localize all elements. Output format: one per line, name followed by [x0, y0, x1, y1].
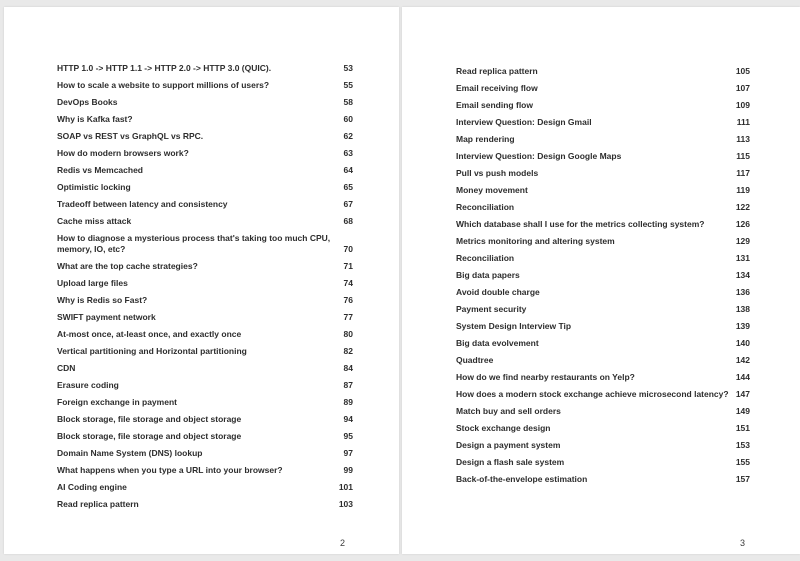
- toc-entry[interactable]: [57, 278, 353, 289]
- toc-entry[interactable]: [456, 83, 750, 94]
- toc-entry[interactable]: [57, 97, 353, 108]
- toc-entry[interactable]: [456, 389, 750, 400]
- toc-entry-page-number: 63: [343, 148, 353, 158]
- page-footer-number: 3: [739, 538, 745, 548]
- toc-entry-title: HTTP 1.0 -> HTTP 1.1 -> HTTP 2.0 -> HTTP 3.0 (QUIC).: [57, 63, 272, 73]
- toc-entry-page-number: 151: [735, 423, 750, 433]
- toc-entry[interactable]: [57, 63, 353, 74]
- toc-entry[interactable]: [456, 219, 750, 230]
- toc-entry[interactable]: [456, 253, 750, 264]
- toc-entry-page-number: 99: [343, 465, 353, 475]
- toc-entry-page-number: 144: [735, 372, 750, 382]
- toc-entry-page-number: 109: [735, 100, 750, 110]
- toc-entry-page-number: 122: [735, 202, 750, 212]
- toc-entry-title: Match buy and sell orders: [456, 406, 561, 416]
- toc-entry[interactable]: [57, 380, 353, 391]
- toc-entry-page-number: 87: [343, 380, 353, 390]
- toc-entry[interactable]: [456, 202, 750, 213]
- toc-entry[interactable]: [57, 295, 353, 306]
- toc-entry-page-number: 119: [736, 185, 750, 195]
- toc-entry-title: Design a flash sale system: [456, 457, 565, 467]
- toc-entry-title: Money movement: [456, 185, 528, 195]
- toc-entry-page-number: 149: [735, 406, 750, 416]
- toc-entry-page-number: 67: [343, 199, 353, 209]
- toc-entry-page-number: 134: [735, 270, 750, 280]
- toc-entry-page-number: 70: [343, 244, 353, 254]
- toc-entry-title: Cache miss attack: [57, 216, 132, 226]
- toc-entry-page-number: 71: [343, 261, 353, 271]
- toc-entry-title: Big data papers: [456, 270, 520, 280]
- toc-entry-title: Block storage, file storage and object storage: [57, 431, 242, 441]
- toc-entry[interactable]: [456, 168, 750, 179]
- toc-entry-title: Email sending flow: [456, 100, 533, 110]
- toc-entry-title: Map rendering: [456, 134, 515, 144]
- toc-entry[interactable]: [57, 482, 353, 493]
- toc-entry-page-number: 95: [343, 431, 353, 441]
- toc-entry[interactable]: [456, 270, 750, 281]
- toc-entry-title: Vertical partitioning and Horizontal partitioning: [57, 346, 247, 356]
- toc-entry-title: Foreign exchange in payment: [57, 397, 177, 407]
- toc-entry-title: Avoid double charge: [456, 287, 540, 297]
- toc-entry-title: Redis vs Memcached: [57, 165, 143, 175]
- toc-entry-page-number: 62: [343, 131, 353, 141]
- toc-entry-title: Read replica pattern: [456, 66, 538, 76]
- toc-entry[interactable]: [57, 499, 353, 510]
- toc-entry[interactable]: [57, 414, 353, 425]
- toc-entry-page-number: 94: [343, 414, 353, 424]
- toc-entry[interactable]: [57, 346, 353, 357]
- toc-entry[interactable]: [456, 457, 750, 468]
- toc-entry-title: Back-of-the-envelope estimation: [456, 474, 588, 484]
- toc-entry-title: What are the top cache strategies?: [57, 261, 198, 271]
- toc-entry-page-number: 60: [343, 114, 353, 124]
- toc-entry-page-number: 77: [343, 312, 353, 322]
- toc-entry[interactable]: [456, 406, 750, 417]
- toc-entry-page-number: 155: [735, 457, 750, 467]
- toc-entry-page-number: 153: [735, 440, 750, 450]
- toc-entry[interactable]: [456, 100, 750, 111]
- toc-entry-title: Erasure coding: [57, 380, 119, 390]
- toc-entry-title: How do modern browsers work?: [57, 148, 189, 158]
- toc-entry[interactable]: [57, 465, 353, 476]
- toc-entry-page-number: 58: [343, 97, 353, 107]
- toc-entry[interactable]: [456, 440, 750, 451]
- toc-entry[interactable]: [456, 355, 750, 366]
- toc-entry-title: Read replica pattern: [57, 499, 139, 509]
- toc-entry-page-number: 139: [735, 321, 750, 331]
- toc-entry-page-number: 113: [736, 134, 750, 144]
- toc-entry-title: Quadtree: [456, 355, 494, 365]
- toc-entry-page-number: 105: [735, 66, 750, 76]
- toc-entry-page-number: 138: [735, 304, 750, 314]
- toc-entry-page-number: 142: [735, 355, 750, 365]
- toc-entry-title: Tradeoff between latency and consistency: [57, 199, 228, 209]
- toc-entry[interactable]: [57, 131, 353, 142]
- toc-entry-title: Email receiving flow: [456, 83, 538, 93]
- toc-entry-title: Big data evolvement: [456, 338, 539, 348]
- toc-entry-page-number: 115: [736, 151, 750, 161]
- toc-list: [456, 66, 750, 485]
- toc-entry-title: Metrics monitoring and altering system: [456, 236, 615, 246]
- toc-entry-page-number: 111: [736, 117, 750, 127]
- toc-entry[interactable]: [456, 117, 750, 128]
- toc-entry-page-number: 140: [735, 338, 750, 348]
- toc-entry-page-number: 53: [343, 63, 353, 73]
- toc-entry-page-number: 74: [343, 278, 353, 288]
- toc-entry-page-number: 97: [343, 448, 353, 458]
- toc-entry-page-number: 65: [343, 182, 353, 192]
- toc-entry[interactable]: [57, 114, 353, 125]
- toc-entry[interactable]: [57, 329, 353, 340]
- toc-entry[interactable]: [57, 199, 353, 210]
- toc-entry-page-number: 126: [735, 219, 750, 229]
- toc-entry-page-number: 136: [735, 287, 750, 297]
- toc-entry-page-number: 82: [343, 346, 353, 356]
- toc-entry[interactable]: [57, 397, 353, 408]
- toc-list: [57, 63, 353, 510]
- toc-entry-title: Interview Question: Design Gmail: [456, 117, 592, 127]
- toc-entry[interactable]: [57, 216, 353, 227]
- toc-entry[interactable]: [57, 182, 353, 193]
- toc-entry-title: What happens when you type a URL into your browser?: [57, 465, 283, 475]
- toc-entry[interactable]: [57, 363, 353, 374]
- toc-entry[interactable]: [456, 372, 750, 383]
- toc-entry-title: Why is Redis so Fast?: [57, 295, 148, 305]
- toc-entry[interactable]: [456, 134, 750, 145]
- toc-entry-title: System Design Interview Tip: [456, 321, 572, 331]
- toc-entry-title: Why is Kafka fast?: [57, 114, 133, 124]
- toc-entry[interactable]: [456, 287, 750, 298]
- toc-entry-title: Reconciliation: [456, 253, 515, 263]
- toc-entry-title: AI Coding engine: [57, 482, 127, 492]
- toc-entry-page-number: 89: [343, 397, 353, 407]
- toc-entry[interactable]: [57, 261, 353, 272]
- toc-entry-title: Optimistic locking: [57, 182, 131, 192]
- toc-entry[interactable]: [456, 338, 750, 349]
- toc-entry-title: Reconciliation: [456, 202, 515, 212]
- toc-entry-page-number: 117: [736, 168, 750, 178]
- toc-entry-title: Domain Name System (DNS) lookup: [57, 448, 203, 458]
- toc-entry-title: How to diagnose a mysterious process that's taking too much CPU, memory, IO, etc?: [57, 233, 331, 254]
- toc-entry-page-number: 101: [338, 482, 353, 492]
- toc-entry-title: Pull vs push models: [456, 168, 539, 178]
- toc-entry-page-number: 129: [735, 236, 750, 246]
- toc-entry[interactable]: [57, 312, 353, 323]
- toc-entry-title: Upload large files: [57, 278, 128, 288]
- toc-entry[interactable]: [456, 185, 750, 196]
- toc-entry-title: Stock exchange design: [456, 423, 551, 433]
- toc-entry[interactable]: [456, 66, 750, 77]
- toc-entry-page-number: 157: [735, 474, 750, 484]
- toc-entry-page-number: 84: [343, 363, 353, 373]
- toc-entry-page-number: 147: [735, 389, 750, 399]
- toc-entry[interactable]: [57, 448, 353, 459]
- toc-entry-title: Interview Question: Design Google Maps: [456, 151, 622, 161]
- toc-entry-page-number: 80: [343, 329, 353, 339]
- toc-entry-page-number: 55: [343, 80, 353, 90]
- toc-entry-title: How does a modern stock exchange achieve microsecond latency?: [456, 389, 729, 399]
- toc-entry[interactable]: [57, 148, 353, 159]
- toc-entry-title: SWIFT payment network: [57, 312, 156, 322]
- toc-entry[interactable]: [456, 236, 750, 247]
- toc-entry[interactable]: [456, 321, 750, 332]
- toc-entry-title: Design a payment system: [456, 440, 561, 450]
- toc-entry[interactable]: [456, 304, 750, 315]
- toc-entry[interactable]: [57, 165, 353, 176]
- page-footer-number: 2: [339, 538, 345, 548]
- toc-entry-title: DevOps Books: [57, 97, 118, 107]
- toc-entry-page-number: 131: [735, 253, 750, 263]
- toc-entry-page-number: 107: [735, 83, 750, 93]
- toc-page-left: [4, 7, 399, 554]
- toc-entry[interactable]: [456, 423, 750, 434]
- toc-page-right: [402, 7, 800, 554]
- toc-entry-page-number: 64: [343, 165, 353, 175]
- toc-entry-title: How do we find nearby restaurants on Yelp?: [456, 372, 635, 382]
- toc-entry-title: How to scale a website to support millions of users?: [57, 80, 270, 90]
- toc-entry[interactable]: [456, 151, 750, 162]
- toc-entry[interactable]: [57, 233, 353, 255]
- toc-entry-page-number: 103: [338, 499, 353, 509]
- toc-entry-page-number: 76: [343, 295, 353, 305]
- toc-entry-title: Payment security: [456, 304, 527, 314]
- toc-entry[interactable]: [57, 80, 353, 91]
- toc-entry-title: Which database shall I use for the metrics collecting system?: [456, 219, 705, 229]
- toc-entry-page-number: 68: [343, 216, 353, 226]
- toc-entry-title: Block storage, file storage and object storage: [57, 414, 242, 424]
- toc-entry-title: CDN: [57, 363, 76, 373]
- toc-entry[interactable]: [456, 474, 750, 485]
- toc-entry[interactable]: [57, 431, 353, 442]
- toc-entry-title: At-most once, at-least once, and exactly once: [57, 329, 242, 339]
- toc-entry-title: SOAP vs REST vs GraphQL vs RPC.: [57, 131, 204, 141]
